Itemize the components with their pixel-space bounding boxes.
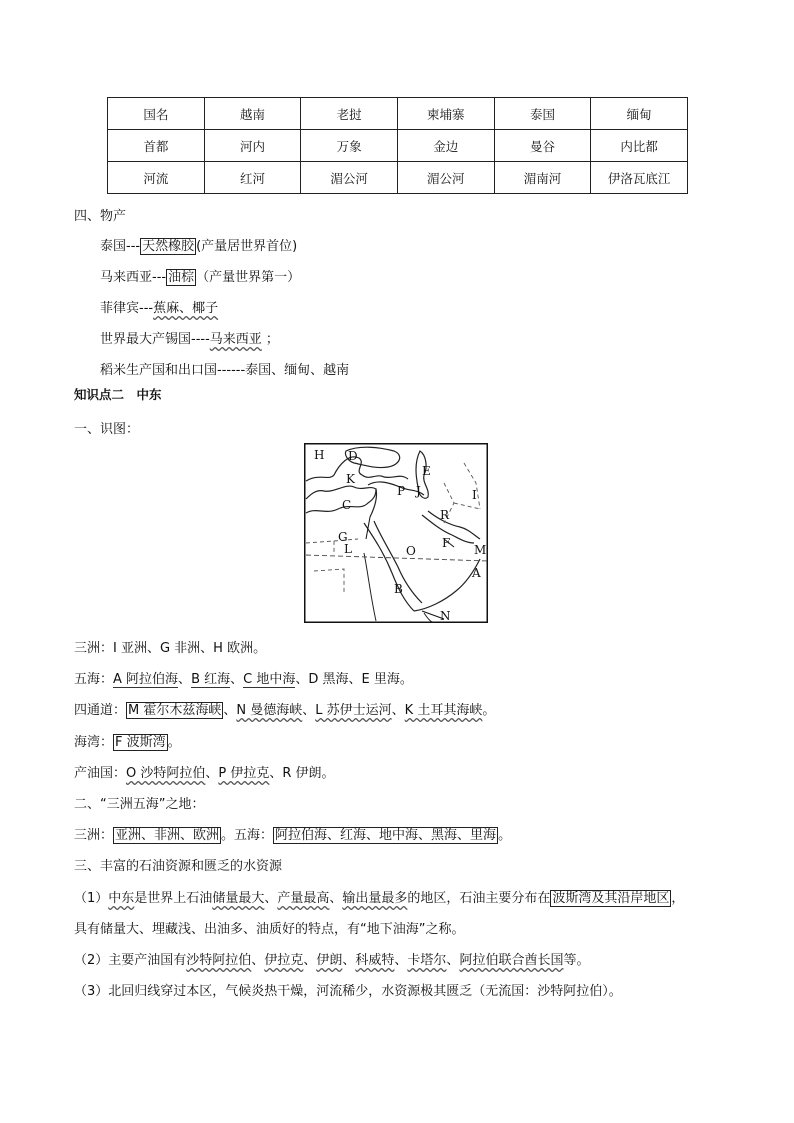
table-cell: 河流	[108, 162, 205, 194]
table-cell: 金边	[397, 130, 494, 162]
text-span: 等。	[563, 953, 590, 968]
underlined-term: K 土耳其海峡	[404, 703, 483, 718]
text-span: （2）主要产油国有	[74, 953, 187, 968]
text-span: 泰国---	[100, 239, 141, 254]
table-cell: 缅甸	[591, 98, 688, 130]
underlined-term: 输出量最多	[342, 891, 408, 906]
middle-east-map	[304, 443, 488, 623]
map-label-f: F	[442, 536, 451, 550]
paragraph-2	[74, 949, 589, 968]
underlined-term: C 地中海	[243, 672, 296, 687]
text-span: 、	[391, 703, 405, 718]
text-span: 、D 黑海、E 里海。	[295, 672, 413, 687]
text-span: （1）	[74, 891, 109, 906]
text-span: 五海：	[74, 672, 114, 687]
table-row	[108, 98, 688, 130]
product-line-rice: 稻米生产国和出口国------泰国、缅甸、越南	[100, 363, 350, 378]
map-label-g: G	[338, 530, 348, 544]
underlined-term: 中东	[108, 891, 135, 906]
map-label-p: P	[397, 484, 406, 498]
table-cell: 湄公河	[397, 162, 494, 194]
text-span: 。五海：	[221, 828, 274, 843]
underlined-term: 蕉麻、椰子	[153, 301, 219, 316]
table-cell: 曼谷	[494, 130, 591, 162]
text-span: 、	[329, 891, 343, 906]
underlined-term: N 曼德海峡	[236, 703, 303, 718]
table-row	[108, 130, 688, 162]
text-span: 的地区，石油主要分布在	[407, 891, 551, 906]
table-cell: 国名	[108, 98, 205, 130]
section-heading-products: 四、物产	[74, 209, 127, 224]
map-label-i: I	[472, 488, 477, 502]
knowledge-point-title: 知识点二 中东	[74, 387, 162, 402]
underlined-term: A 阿拉伯海	[113, 672, 179, 687]
product-line-malaysia	[100, 266, 300, 285]
map-label-l: L	[344, 542, 352, 556]
map-label-d: D	[348, 449, 358, 463]
map-label-n: N	[440, 609, 451, 623]
map-label-e: E	[422, 464, 431, 478]
boxed-term: 天然橡胶	[142, 239, 195, 254]
text-span: 、	[264, 891, 278, 906]
table-row	[108, 162, 688, 194]
table-cell: 老挝	[301, 98, 398, 130]
underlined-term: 科威特	[355, 953, 395, 968]
text-span: 、	[230, 672, 244, 687]
paragraph-3: （3）北回归线穿过本区，气候炎热干燥，河流稀少，水资源极其匮乏（无流国：沙特阿拉伯）。	[74, 984, 622, 999]
text-span: 产油国：	[74, 766, 127, 781]
section-heading-map: 一、识图：	[74, 422, 140, 437]
boxed-term: 亚洲、非洲、欧洲	[115, 828, 220, 843]
text-span: ，	[671, 891, 685, 906]
four-channels-line	[74, 699, 495, 718]
underlined-term: 伊拉克	[264, 953, 304, 968]
map-label-m: M	[474, 543, 487, 557]
map-label-c: C	[342, 498, 352, 512]
text-span: （产量世界第一）	[196, 270, 301, 285]
underlined-term: 产量最高	[277, 891, 330, 906]
text-span: 世界最大产锡国----	[100, 332, 210, 347]
text-span: ；	[261, 332, 279, 347]
map-label-b: B	[394, 582, 403, 596]
five-seas-line	[74, 668, 413, 687]
capitals-rivers-table	[107, 97, 688, 194]
text-span: 三洲：	[74, 828, 114, 843]
text-span: (产量居世界首位)	[196, 239, 298, 254]
map-label-j: J	[416, 484, 421, 498]
boxed-term: F 波斯湾	[115, 735, 166, 750]
text-span: 、	[394, 953, 408, 968]
underlined-term: 马来西亚	[209, 332, 262, 347]
table-cell: 红河	[204, 162, 301, 194]
text-span: 、	[223, 703, 237, 718]
table-cell: 河内	[204, 130, 301, 162]
underlined-term: L 苏伊士运河	[315, 703, 392, 718]
underlined-term: B 红海	[191, 672, 231, 687]
text-span: 、	[205, 766, 219, 781]
text-span: 。	[482, 703, 496, 718]
three-continents-line: 三洲：I 亚洲、G 非洲、H 欧洲。	[74, 641, 267, 656]
map-label-o: O	[406, 544, 416, 558]
underlined-term: 沙特阿拉伯	[186, 953, 252, 968]
product-line-philippines	[100, 297, 218, 316]
boxed-term: 阿拉伯海、红海、地中海、黑海、里海	[275, 828, 497, 843]
boxed-term: M 霍尔木兹海峡	[128, 703, 222, 718]
table-cell: 柬埔寨	[397, 98, 494, 130]
text-span: 、	[302, 703, 316, 718]
text-span: 。	[498, 828, 512, 843]
text-span: 、	[446, 953, 460, 968]
underlined-term: 伊朗	[316, 953, 343, 968]
map-label-k: K	[346, 472, 355, 486]
boxed-term: 油棕	[168, 270, 195, 285]
underlined-term: 阿拉伯联合酋长国	[459, 953, 564, 968]
text-span: 马来西亚---	[100, 270, 167, 285]
table-cell: 湄公河	[301, 162, 398, 194]
underlined-term: 卡塔尔	[407, 953, 447, 968]
text-span: 四通道：	[74, 703, 127, 718]
boxed-term: 波斯湾及其沿岸地区	[552, 891, 670, 906]
product-line-thailand	[100, 235, 297, 254]
table-cell: 伊洛瓦底江	[591, 162, 688, 194]
section-heading-three-continents: 二、“三洲五海”之地：	[74, 797, 205, 812]
text-span: 。	[167, 735, 181, 750]
gulf-line	[74, 731, 181, 750]
text-span: 海湾：	[74, 735, 114, 750]
paragraph-1-line-2: 具有储量大、埋藏浅、出油多、油质好的特点，有“地下油海”之称。	[74, 922, 465, 937]
text-span: 菲律宾---	[100, 301, 154, 316]
table-cell: 万象	[301, 130, 398, 162]
text-span: 、	[178, 672, 192, 687]
table-cell: 内比都	[591, 130, 688, 162]
map-label-r: R	[440, 508, 450, 522]
table-cell: 泰国	[494, 98, 591, 130]
underlined-term: P 伊拉克	[218, 766, 270, 781]
section-heading-resources: 三、丰富的石油资源和匮乏的水资源	[74, 859, 283, 874]
table-cell: 越南	[204, 98, 301, 130]
text-span: 是世界上石油	[134, 891, 213, 906]
paragraph-1-line-1	[74, 887, 684, 906]
three-continents-five-seas-line	[74, 824, 511, 843]
underlined-term: 储量最大	[212, 891, 265, 906]
text-span: 、R 伊朗。	[269, 766, 335, 781]
text-span: 、	[303, 953, 317, 968]
text-span: 、	[342, 953, 356, 968]
oil-countries-line	[74, 762, 335, 781]
table-cell: 湄南河	[494, 162, 591, 194]
text-span: 、	[251, 953, 265, 968]
product-line-tin	[100, 328, 279, 347]
map-label-h: H	[314, 448, 325, 462]
underlined-term: O 沙特阿拉伯	[126, 766, 206, 781]
table-cell: 首都	[108, 130, 205, 162]
map-label-a: A	[472, 566, 481, 580]
